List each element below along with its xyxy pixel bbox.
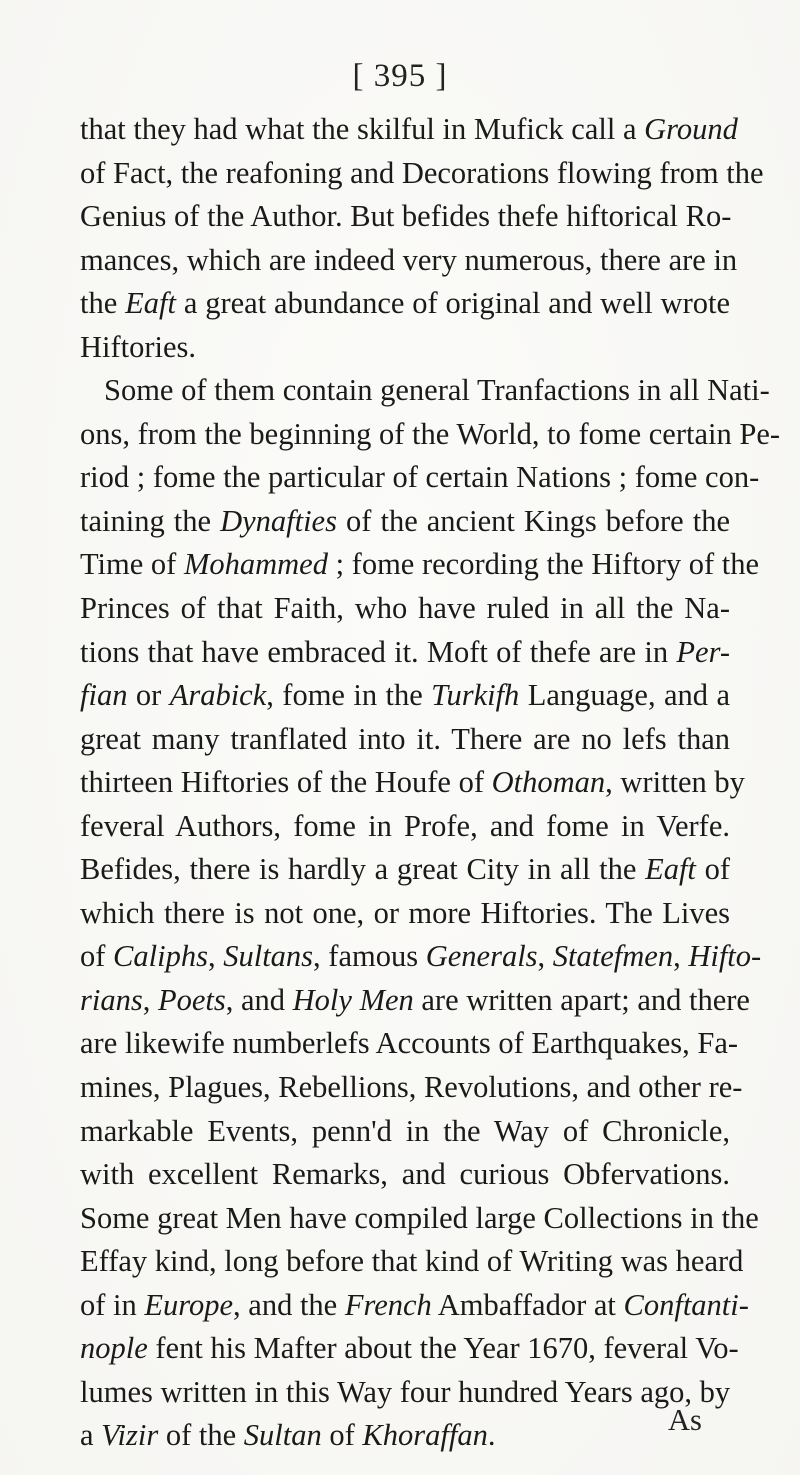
italic-segment: Turkifh: [431, 678, 520, 713]
italic-segment: Vizir: [101, 1418, 159, 1453]
text-segment: , and: [225, 982, 293, 1017]
text-line: [80, 456, 760, 500]
text-segment: Ambaffador at: [431, 1287, 624, 1322]
text-segment: ons, from the beginning of the World, to fome certain Pe-: [80, 416, 781, 451]
italic-segment: Othoman: [491, 765, 606, 800]
text-line: [80, 108, 738, 152]
text-segment: Language, and a: [519, 678, 730, 713]
text-line: [80, 1240, 744, 1284]
text-segment: , written by: [605, 765, 745, 800]
text-line: [80, 1153, 730, 1197]
text-line: [80, 282, 730, 326]
text-line: [80, 413, 781, 457]
italic-segment: fian: [80, 678, 128, 713]
italic-segment: Hifto-: [688, 939, 762, 974]
italic-segment: Mohammed: [183, 547, 328, 582]
text-segment: ,: [673, 939, 689, 974]
text-line: [80, 1022, 739, 1066]
page-number: [ 395 ]: [352, 58, 448, 94]
text-segment: Effay kind, long before that kind of Writing was heard: [80, 1244, 744, 1279]
text-segment: are likewife numberlefs Accounts of Earthquakes, Fa-: [80, 1026, 739, 1061]
text-line: [80, 935, 762, 979]
italic-segment: Per-: [676, 634, 730, 669]
text-line: [80, 761, 745, 805]
italic-segment: Sultan: [243, 1418, 322, 1453]
text-segment: Some of them contain general Tranfactions in all Nati-: [104, 373, 770, 408]
text-line: [80, 805, 730, 849]
text-segment: or: [127, 678, 170, 713]
text-line: [80, 1414, 730, 1458]
italic-segment: Poets: [157, 982, 226, 1017]
text-segment: feveral Authors, fome in Profe, and fome in Verfe.: [80, 808, 730, 843]
text-line: [80, 979, 750, 1023]
text-segment: of: [321, 1418, 363, 1453]
text-line: [80, 239, 738, 283]
italic-segment: Sultans: [223, 939, 314, 974]
text-line: [80, 1284, 749, 1328]
text-segment: taining the: [80, 503, 221, 538]
text-line: [80, 1066, 743, 1110]
text-segment: that they had what the skilful in Mufick call a: [80, 112, 645, 146]
text-segment: a: [80, 1418, 102, 1453]
italic-segment: nople: [80, 1331, 148, 1366]
text-segment: Time of: [80, 547, 184, 582]
text-line: [80, 326, 730, 370]
text-segment: of the: [158, 1418, 244, 1453]
text-segment: of Fact, the reafoning and Decorations flowing from the: [80, 155, 764, 190]
text-segment: the: [80, 286, 126, 321]
text-segment: lumes written in this Way four hundred Years ago, by: [80, 1374, 731, 1409]
text-segment: mances, which are indeed very numerous, there are in: [80, 242, 738, 277]
text-segment: of the ancient Kings before the: [336, 503, 730, 538]
text-segment: mines, Plagues, Rebellions, Revolutions, and other re-: [80, 1070, 743, 1105]
text-line: [80, 892, 730, 936]
italic-segment: Khoraffan: [362, 1418, 488, 1453]
text-line: [80, 587, 730, 631]
text-segment: which there is not one, or more Hiftories. The Lives: [80, 895, 730, 930]
text-segment: of: [80, 939, 114, 974]
text-line: [80, 631, 730, 675]
text-line: [80, 195, 730, 239]
text-segment: Befides, there is hardly a great City in all the: [80, 852, 646, 887]
text-line: [80, 543, 760, 587]
text-segment: Genius of the Author. But befides thefe hiftorical Ro-: [80, 199, 732, 234]
text-segment: markable Events, penn'd in the Way of Chronicle,: [80, 1113, 730, 1148]
italic-segment: Dynafties: [220, 503, 337, 538]
catchword: As: [668, 1403, 702, 1437]
text-segment: Princes of that Faith, who have ruled in all the Na-: [80, 591, 730, 626]
text-segment: tions that have embraced it. Moft of thefe are in: [80, 634, 677, 669]
text-line: [80, 718, 730, 762]
italic-segment: Eaft: [645, 852, 696, 887]
text-segment: of: [695, 852, 730, 887]
text-segment: ; fome recording the Hiftory of the: [327, 547, 760, 582]
italic-segment: French: [344, 1287, 432, 1322]
text-segment: riod ; fome the particular of certain Nations ; fome con-: [80, 460, 760, 495]
text-segment: with excellent Remarks, and curious Obfervations.: [80, 1157, 730, 1192]
italic-segment: Eaft: [125, 286, 176, 321]
italic-segment: rians: [80, 982, 143, 1017]
text-segment: a great abundance of original and well wrote: [175, 286, 730, 321]
text-segment: , famous: [313, 939, 426, 974]
italic-segment: Arabick: [169, 678, 267, 713]
text-segment: , fome in the: [266, 678, 432, 713]
italic-segment: Conftanti-: [623, 1287, 749, 1322]
italic-segment: Statefmen: [552, 939, 674, 974]
italic-segment: Generals: [425, 939, 538, 974]
body-text: [80, 108, 781, 1458]
text-segment: Hiftories.: [80, 329, 197, 364]
text-segment: , and the: [233, 1287, 345, 1322]
text-segment: .: [487, 1418, 496, 1453]
italic-segment: Ground: [644, 112, 738, 146]
text-segment: fent his Mafter about the Year 1670, feveral Vo-: [147, 1331, 739, 1366]
text-segment: Some great Men have compiled large Collections in the: [80, 1200, 759, 1235]
italic-segment: Holy Men: [292, 982, 414, 1017]
text-line: [80, 500, 730, 544]
text-segment: ,: [207, 939, 224, 974]
text-segment: thirteen Hiftories of the Houfe of: [80, 765, 492, 800]
text-segment: are written apart; and there: [413, 982, 750, 1017]
text-segment: of in: [80, 1287, 145, 1322]
text-segment: ,: [537, 939, 553, 974]
text-line: [80, 1327, 739, 1371]
text-line: [80, 1197, 759, 1241]
italic-segment: Europe: [144, 1287, 234, 1322]
text-segment: great many tranflated into it. There are no lefs than: [80, 721, 730, 756]
text-line: [80, 152, 764, 196]
text-line: [80, 848, 730, 892]
text-line: [80, 369, 770, 413]
italic-segment: Caliphs: [113, 939, 208, 974]
text-segment: ,: [142, 982, 158, 1017]
text-line: [80, 674, 730, 718]
text-line: [80, 1110, 730, 1154]
text-line: [80, 1371, 730, 1415]
